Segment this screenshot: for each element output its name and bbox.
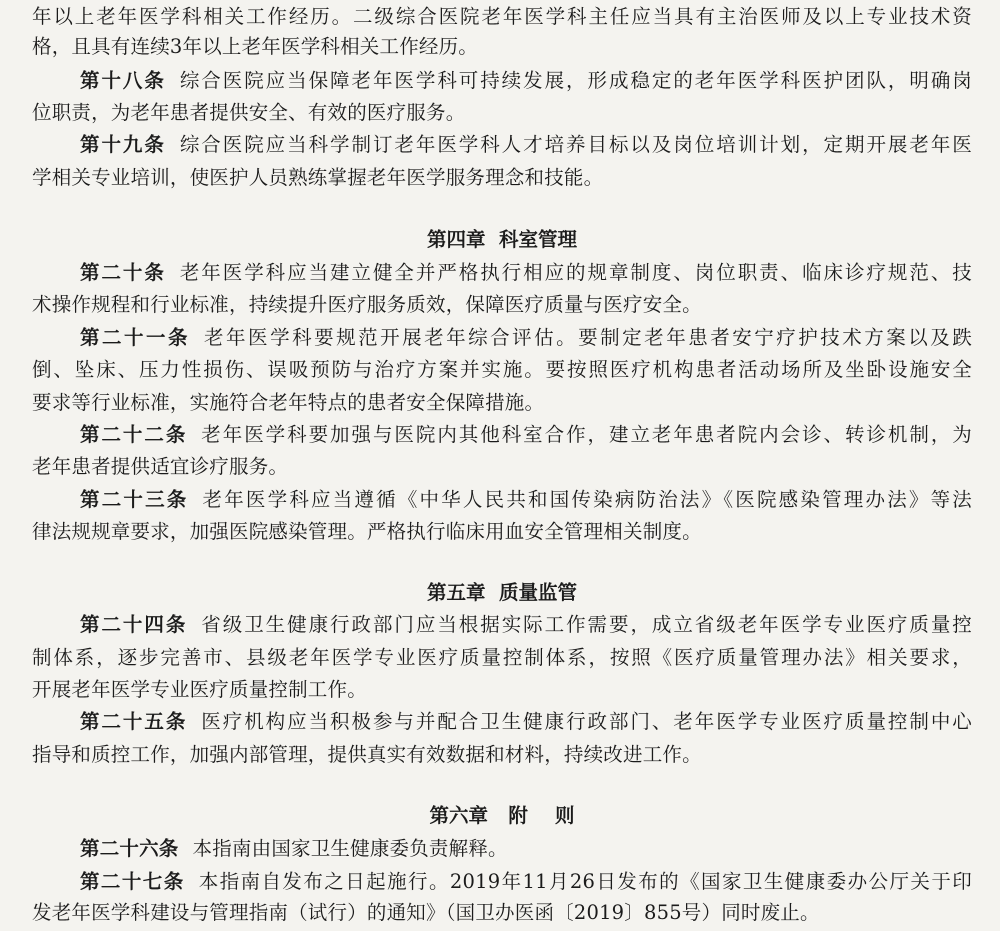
article-20-label: 第二十条 [80,261,166,284]
intro-line-1: 年以上老年医学科相关工作经历。二级综合医院老年医学科主任应当具有主治医师及以上专业技术资 [32,5,972,28]
article-21-text-1: 老年医学科要规范开展老年综合评估。要制定老年患者安宁疗护技术方案以及跌 [204,326,972,349]
article-21-label: 第二十一条 [80,326,191,349]
article-25-line-1 [80,704,972,740]
article-22-text-1: 老年医学科要加强与医院内其他科室合作，建立老年患者院内会诊、转诊机制，为 [201,423,972,446]
article-20-line-1 [80,255,972,291]
article-24-label: 第二十四条 [80,613,188,636]
article-22-label: 第二十二条 [80,423,188,446]
article-26-line-1 [80,831,972,867]
chapter-5-heading: 第五章 质量监管 [426,581,578,604]
article-23-label: 第二十三条 [80,488,189,511]
chapter-4-heading: 第四章 科室管理 [426,228,578,251]
article-23-line-2: 律法规规章要求，加强医院感染管理。严格执行临床用血安全管理相关制度。 [32,520,702,543]
article-24-line-3: 开展老年医学专业医疗质量控制工作。 [32,678,367,701]
article-18-text-1: 综合医院应当保障老年医学科可持续发展，形成稳定的老年医学科医护团队，明确岗 [179,69,972,92]
intro-line-2: 格，且具有连续3年以上老年医学科相关工作经历。 [32,35,479,58]
article-18-line-2: 位职责，为老年患者提供安全、有效的医疗服务。 [32,101,466,124]
article-27-line-2: 发老年医学科建设与管理指南（试行）的通知》（国卫办医函〔2019〕855号）同时废止。 [32,901,820,924]
article-18-label: 第十八条 [80,69,166,92]
article-24-text-1: 省级卫生健康行政部门应当根据实际工作需要，成立省级老年医学专业医疗质量控 [201,613,972,636]
article-20-line-2: 术操作规程和行业标准，持续提升医疗服务质效，保障医疗质量与医疗安全。 [32,293,702,316]
article-21-line-3: 要求等行业标准，实施符合老年特点的患者安全保障措施。 [32,391,545,414]
article-27-label: 第二十七条 [80,870,185,893]
chapter-6-heading: 第六章 附 则 [429,804,575,827]
article-26-text-1: 本指南由国家卫生健康委负责解释。 [192,837,508,860]
article-26-label: 第二十六条 [80,837,179,860]
article-19-line-2: 学相关专业培训，使医护人员熟练掌握老年医学服务理念和技能。 [32,166,604,189]
article-19-text-1: 综合医院应当科学制订老年医学科人才培养目标以及岗位培训计划，定期开展老年医 [179,133,972,156]
article-19-label: 第十九条 [80,133,166,156]
article-25-line-2: 指导和质控工作，加强内部管理，提供真实有效数据和材料，持续改进工作。 [32,743,702,766]
article-24-line-1 [80,607,972,643]
article-23-text-1: 老年医学科应当遵循《中华人民共和国传染病防治法》《医院感染管理办法》等法 [202,488,972,511]
article-21-line-1 [80,320,972,356]
article-25-text-1: 医疗机构应当积极参与并配合卫生健康行政部门、老年医学专业医疗质量控制中心 [201,710,972,733]
article-20-text-1: 老年医学科应当建立健全并严格执行相应的规章制度、岗位职责、临床诊疗规范、技 [179,261,972,284]
article-25-label: 第二十五条 [80,710,188,733]
article-18-line-1 [80,63,972,99]
article-19-line-1 [80,127,972,163]
article-22-line-2: 老年患者提供适宜诊疗服务。 [32,455,289,478]
article-27-text-1: 本指南自发布之日起施行。2019年11月26日发布的《国家卫生健康委办公厅关于印 [198,870,972,893]
article-22-line-1 [80,417,972,453]
article-21-line-2: 倒、坠床、压力性损伤、误吸预防与治疗方案并实施。要按照医疗机构患者活动场所及坐卧设施安全 [32,358,972,381]
article-23-line-1 [80,482,972,518]
article-24-line-2: 制体系，逐步完善市、县级老年医学专业医疗质量控制体系，按照《医疗质量管理办法》相关要求， [32,646,972,669]
